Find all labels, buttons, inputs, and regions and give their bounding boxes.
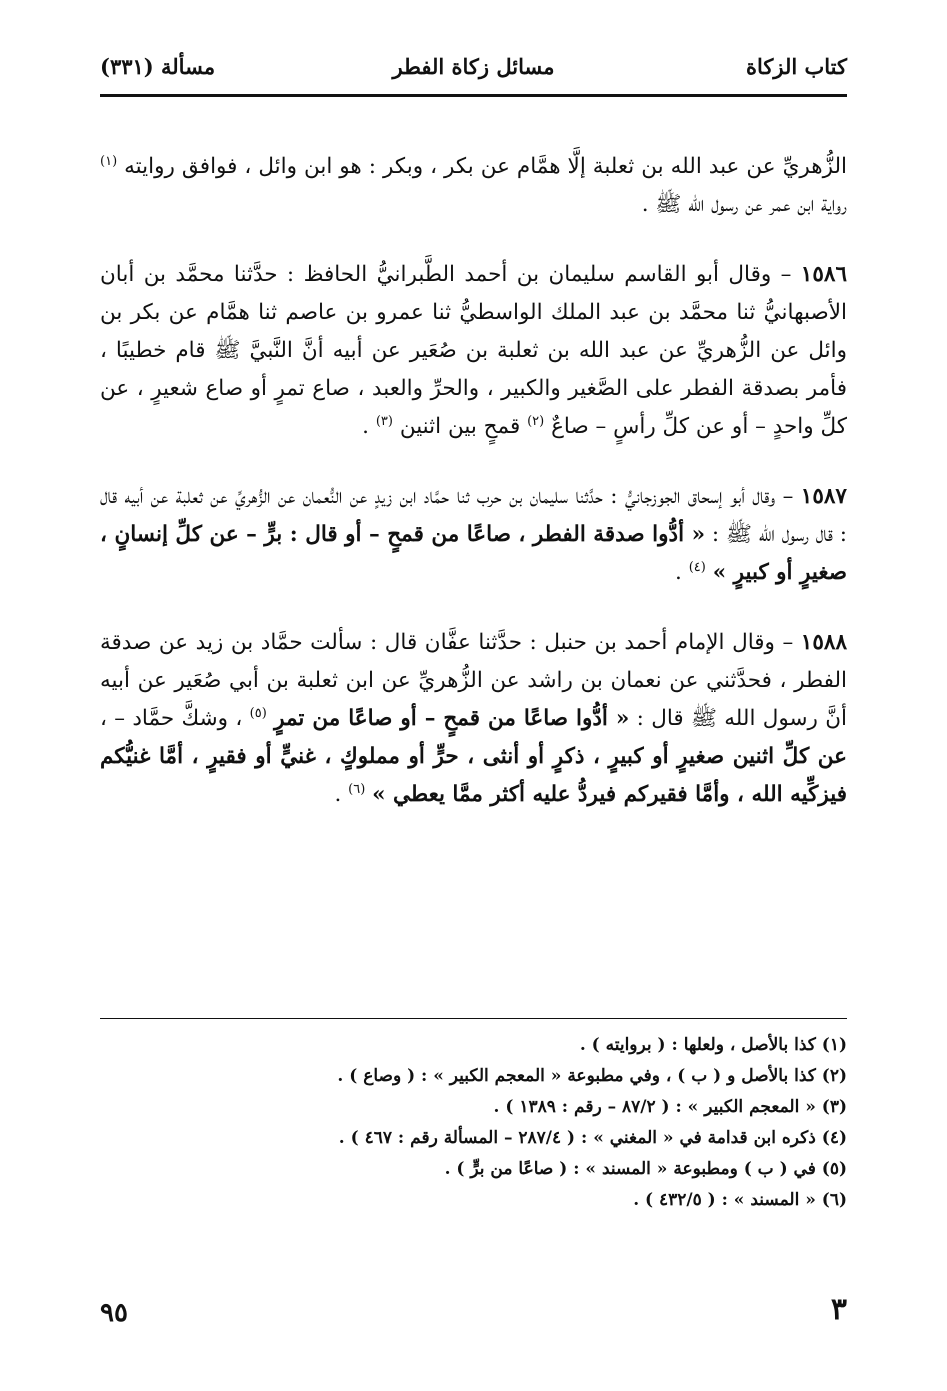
footnote-6: (٦) « المسند » : ( ٤٣٢/٥ ) . — [633, 1190, 847, 1210]
footnote-4: (٤) ذكره ابن قدامة في « المغني » : ( ٢٨٧/٤ – المسألة رقم : ٤٦٧ ) . — [338, 1128, 847, 1148]
footnote-2: (٢) كذا بالأصل و ( ب ) ، وفي مطبوعة « المعجم الكبير » : ( وصاع ) . — [337, 1066, 847, 1086]
paragraph-text: الزُّهريِّ عن عبد الله بن ثعلبة إلَّا همَّام عن بكر ، وبكر : هو ابن وائل ، فوافق روايته — [124, 154, 847, 179]
hadith-number: ١٥٨٨ — [800, 630, 847, 655]
header-rule — [100, 94, 847, 97]
paragraph-tail: رواية ابن عمر عن رسول الله ﷺ . — [641, 192, 847, 217]
paragraph-1586 — [100, 256, 847, 446]
footnote-marker: (٦) — [348, 781, 366, 797]
footnote-marker: (٤) — [688, 559, 706, 575]
paragraph-end: . — [334, 782, 342, 807]
paragraph-mid: ، وشكَّ حمَّاد – ، — [100, 706, 243, 731]
footnote-5: (٥) في ( ب ) ومطبوعة « المسند » : ( صاعًا من برٍّ ) . — [444, 1159, 847, 1179]
main-text — [100, 148, 847, 846]
running-header — [100, 46, 847, 86]
paragraph-1588 — [100, 624, 847, 814]
book-title: كتاب الزكاة — [745, 54, 847, 79]
hadith-quote-continued: عن كلِّ اثنين صغيرٍ أو كبيرٍ ، ذكرٍ أو أنثى ، حرٍّ أو مملوكٍ ، غنيٍّ أو فقيرٍ ، أمَّا غنيُّكم فيزكِّيه الله ، وأمَّا فقيركم فيردُّ عليه أكثر ممَّا يعطي » — [100, 744, 847, 807]
paragraph-tail: قمحٍ بين اثنين — [399, 414, 521, 439]
issue-number: مسألة (٣٣١) — [100, 54, 216, 79]
paragraph-text: – وقال أبو إسحاق الجوزجانيُّ : حدَّثنا سليمان بن حرب ثنا حمَّاد ابن زيدٍ عن النُّعمان عن الزُّهريِّ عن ثعلبة عن أبيه قال : قال رسول الله ﷺ : — [100, 484, 847, 547]
footnotes — [100, 1030, 847, 1216]
paragraph-text: – وقال أبو القاسم سليمان بن أحمد الطَّبرانيُّ الحافظ : حدَّثنا محمَّد بن أبان الأصبهانيُّ ثنا محمَّد بن عبد الملك الواسطيُّ ثنا عمرو بن عاصم ثنا همَّام عن بكر بن وائل عن الزُّهريِّ عن عبد الله بن ثعلبة بن صُعَير عن أبيه أنَّ النَّبيَّ ﷺ قام خطيبًا ، فأمر بصدقة الفطر على الصَّغير والكبير ، والحرِّ والعبد ، صاع تمرٍ أو صاع شعيرٍ ، عن كلِّ واحدٍ – أو عن كلِّ رأسٍ – صاعٌ — [100, 262, 847, 439]
paragraph-text: – وقال الإمام أحمد بن حنبل : حدَّثنا عفَّان قال : سألت حمَّاد بن زيد عن صدقة الفطر ، فحدَّثني عن نعمان بن راشد عن الزُّهريِّ عن ابن ثعلبة بن أبي صُعَير عن أبيه أنَّ رسول الله ﷺ قال : — [100, 630, 847, 731]
hadith-number: ١٥٨٦ — [800, 262, 847, 287]
footnote-1: (١) كذا بالأصل ، ولعلها : ( بروايته ) . — [579, 1035, 847, 1055]
hadith-quote: « أدُّوا صاعًا من قمحٍ – أو صاعًا من تمرٍ — [274, 706, 630, 731]
footnote-marker: (٣) — [375, 413, 393, 429]
page-number-right: ٣ — [830, 1292, 847, 1327]
paragraph-1587 — [100, 478, 847, 592]
footnote-marker: (١) — [100, 153, 118, 169]
paragraph-continuation — [100, 148, 847, 224]
chapter-title: مسائل زكاة الفطر — [392, 54, 555, 79]
hadith-number: ١٥٨٧ — [800, 484, 847, 509]
footnote-3: (٣) « المعجم الكبير » : ( ٨٧/٢ – رقم : ١٣٨٩ ) . — [493, 1097, 847, 1117]
hadith-quote: « أدُّوا صدقة الفطر ، صاعًا من قمحٍ – أو قال : برٍّ – عن كلِّ إنسانٍ ، صغيرٍ أو كبيرٍ » — [100, 522, 847, 585]
footnote-marker: (٥) — [249, 705, 267, 721]
book-page — [100, 0, 847, 1391]
page-number-left: ٩٥ — [100, 1298, 128, 1328]
paragraph-end: . — [362, 414, 369, 439]
footnote-marker: (٢) — [527, 413, 545, 429]
footnote-separator — [100, 1018, 847, 1019]
paragraph-end: . — [675, 560, 682, 585]
